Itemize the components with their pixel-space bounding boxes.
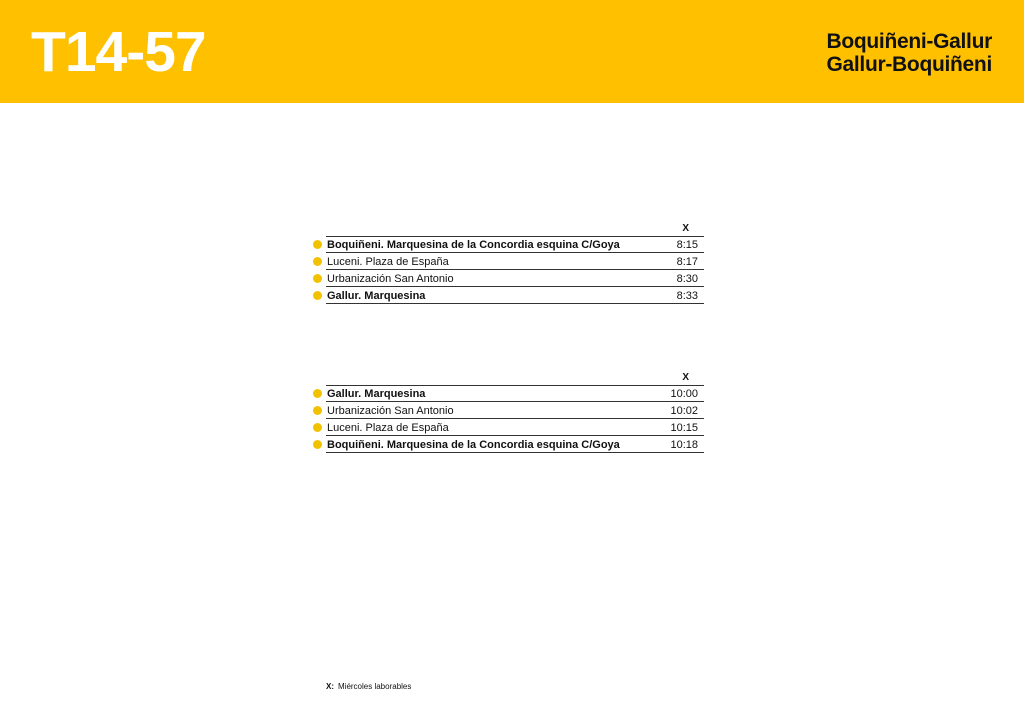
stop-dot-icon bbox=[313, 257, 322, 266]
departure-time: 8:30 bbox=[676, 273, 698, 285]
footnote-key: X: bbox=[326, 682, 334, 691]
departure-time: 8:15 bbox=[676, 239, 698, 251]
table-row bbox=[312, 236, 704, 253]
route-names bbox=[826, 30, 992, 76]
departure-time: 10:00 bbox=[670, 388, 698, 400]
header-band bbox=[0, 0, 1024, 103]
stop-dot-icon bbox=[313, 389, 322, 398]
departure-time: 8:33 bbox=[676, 290, 698, 302]
stop-name: Boquiñeni. Marquesina de la Concordia esquina C/Goya bbox=[327, 439, 620, 451]
stop-name: Urbanización San Antonio bbox=[327, 273, 454, 285]
row-divider bbox=[326, 385, 704, 386]
stop-dot-icon bbox=[313, 291, 322, 300]
schedule-column-label: X bbox=[682, 372, 689, 383]
stop-dot-icon bbox=[313, 440, 322, 449]
timetable-header bbox=[312, 222, 704, 236]
timetable-outbound bbox=[312, 222, 704, 304]
table-row bbox=[312, 419, 704, 436]
route-name-outbound: Boquiñeni-Gallur bbox=[826, 30, 992, 53]
route-name-return: Gallur-Boquiñeni bbox=[826, 53, 992, 76]
footnote-text: Miércoles laborables bbox=[338, 682, 412, 691]
table-row bbox=[312, 436, 704, 453]
departure-time: 10:15 bbox=[670, 422, 698, 434]
row-divider bbox=[326, 452, 704, 453]
table-row bbox=[312, 402, 704, 419]
stop-name: Gallur. Marquesina bbox=[327, 388, 426, 400]
departure-time: 8:17 bbox=[676, 256, 698, 268]
stop-name: Boquiñeni. Marquesina de la Concordia esquina C/Goya bbox=[327, 239, 620, 251]
stop-name: Luceni. Plaza de España bbox=[327, 422, 449, 434]
stop-dot-icon bbox=[313, 423, 322, 432]
stop-name: Luceni. Plaza de España bbox=[327, 256, 449, 268]
departure-time: 10:02 bbox=[670, 405, 698, 417]
stop-dot-icon bbox=[313, 274, 322, 283]
table-row bbox=[312, 270, 704, 287]
row-divider bbox=[326, 236, 704, 237]
footnote bbox=[326, 681, 411, 692]
timetable-header bbox=[312, 371, 704, 385]
route-code: T14-57 bbox=[31, 20, 206, 84]
row-divider bbox=[326, 303, 704, 304]
schedule-column-label: X bbox=[682, 223, 689, 234]
departure-time: 10:18 bbox=[670, 439, 698, 451]
table-row bbox=[312, 287, 704, 304]
timetable-return bbox=[312, 371, 704, 453]
table-row bbox=[312, 253, 704, 270]
stop-name: Gallur. Marquesina bbox=[327, 290, 426, 302]
stop-name: Urbanización San Antonio bbox=[327, 405, 454, 417]
stop-dot-icon bbox=[313, 406, 322, 415]
stop-dot-icon bbox=[313, 240, 322, 249]
table-row bbox=[312, 385, 704, 402]
